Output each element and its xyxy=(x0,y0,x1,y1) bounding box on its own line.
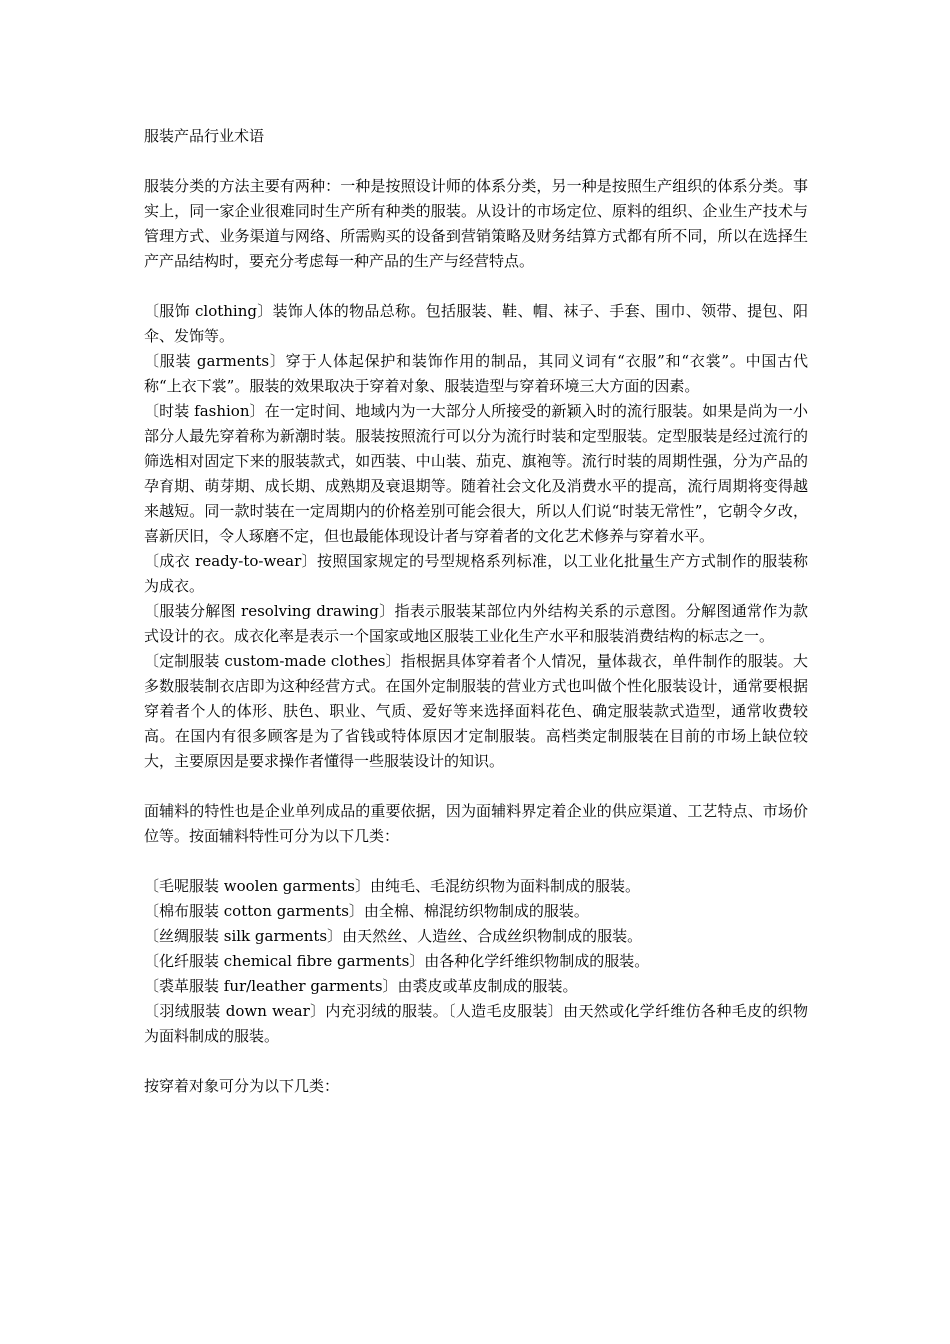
term-cotton: 〔棉布服装 cotton garments〕由全棉、棉混纺织物制成的服装。 xyxy=(144,902,589,920)
intro-paragraph: 服装分类的方法主要有两种：一种是按照设计师的体系分类，另一种是按照生产组织的体系分类。事实上，同一家企业很难同时生产所有种类的服装。从设计的市场定位、原料的组织、企业生产技术与管理方式、业务渠道与网络、所需购买的设备到营销策略及财务结算方式都有所不同，所以在选择生产产品结构时，要充分考虑每一种产品的生产与经营特点。 xyxy=(144,177,808,270)
blank-line xyxy=(144,1049,808,1074)
term-custom-made: 〔定制服装 custom-made clothes〕指根据具体穿着者个人情况，量体裁衣，单件制作的服装。大多数服装制衣店即为这种经营方式。在国外定制服装的营业方式也叫做个性化服装设计，通常要根据穿着者个人的体形、肤色、职业、气质、爱好等来选择面料花色、确定服装款式造型，通常收费较高。在国内有很多顾客是为了省钱或特体原因才定制服装。高档类定制服装在目前的市场上缺位较大，主要原因是要求操作者懂得一些服装设计的知识。 xyxy=(144,652,808,770)
term-chemical-fibre: 〔化纤服装 chemical fibre garments〕由各种化学纤维织物制成的服装。 xyxy=(144,952,650,970)
fabric-intro-paragraph: 面辅料的特性也是企业单列成品的重要依据，因为面辅料界定着企业的供应渠道、工艺特点、市场价位等。按面辅料特性可分为以下几类： xyxy=(144,802,808,845)
wearer-intro-paragraph: 按穿着对象可分为以下几类： xyxy=(144,1077,340,1095)
term-garments: 〔服装 garments〕穿于人体起保护和装饰作用的制品，其同义词有“衣服”和“衣裳”。中国古代称“上衣下裳”。服装的效果取决于穿着对象、服装造型与穿着环境三大方面的因素。 xyxy=(144,352,808,395)
blank-line xyxy=(144,274,808,299)
term-woolen: 〔毛呢服装 woolen garments〕由纯毛、毛混纺织物为面料制成的服装。 xyxy=(144,877,640,895)
document-body xyxy=(144,124,808,1099)
term-fur-leather: 〔裘革服装 fur/leather garments〕由裘皮或革皮制成的服装。 xyxy=(144,977,578,995)
document-title: 服装产品行业术语 xyxy=(144,127,265,145)
blank-line xyxy=(144,849,808,874)
blank-line xyxy=(144,149,808,174)
term-down-wear: 〔羽绒服装 down wear〕内充羽绒的服装。〔人造毛皮服装〕由天然或化学纤维仿各种毛皮的织物为面料制成的服装。 xyxy=(144,1002,808,1045)
term-silk: 〔丝绸服装 silk garments〕由天然丝、人造丝、合成丝织物制成的服装。 xyxy=(144,927,643,945)
blank-line xyxy=(144,774,808,799)
term-fashion: 〔时装 fashion〕在一定时间、地域内为一大部分人所接受的新颖入时的流行服装。如果是尚为一小部分人最先穿着称为新潮时装。服装按照流行可以分为流行时装和定型服装。定型服装是经过流行的筛选相对固定下来的服装款式，如西装、中山装、茄克、旗袍等。流行时装的周期性强，分为产品的孕育期、萌芽期、成长期、成熟期及衰退期等。随着社会文化及消费水平的提高，流行周期将变得越来越短。同一款时装在一定周期内的价格差别可能会很大，所以人们说“时装无常性”，它朝令夕改，喜新厌旧，令人琢磨不定，但也最能体现设计者与穿着者的文化艺术修养与穿着水平。 xyxy=(144,402,808,545)
term-clothing: 〔服饰 clothing〕装饰人体的物品总称。包括服装、鞋、帽、袜子、手套、围巾、领带、提包、阳伞、发饰等。 xyxy=(144,302,808,345)
term-ready-to-wear: 〔成衣 ready-to-wear〕按照国家规定的号型规格系列标准，以工业化批量生产方式制作的服装称为成衣。 xyxy=(144,552,808,595)
term-resolving-drawing: 〔服装分解图 resolving drawing〕指表示服装某部位内外结构关系的示意图。分解图通常作为款式设计的衣。成衣化率是表示一个国家或地区服装工业化生产水平和服装消费结构的标志之一。 xyxy=(144,602,808,645)
